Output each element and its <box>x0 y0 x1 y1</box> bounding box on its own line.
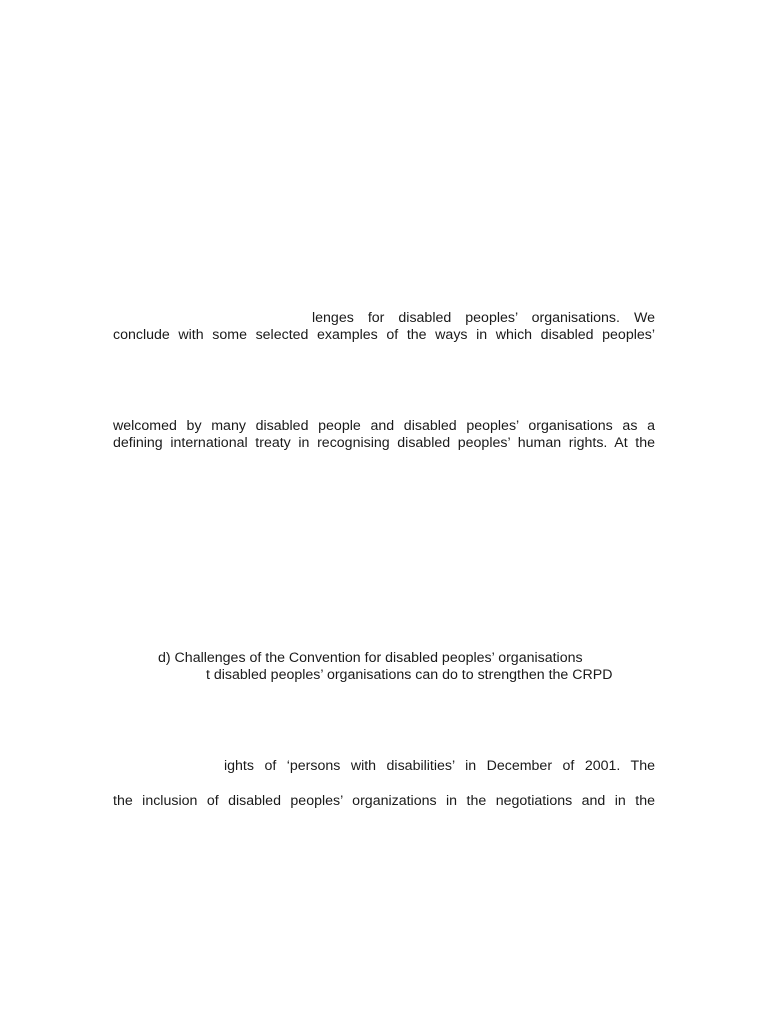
outline-item-e: t disabled peoples’ organisations can do to strengthen the CRPD <box>206 667 613 683</box>
text-line-5: ights of ‘persons with disabilities’ in December of 2001. The <box>224 758 655 774</box>
text-line-6: the inclusion of disabled peoples’ organizations in the negotiations and in the <box>113 793 655 809</box>
text-line-4: defining international treaty in recognising disabled peoples’ human rights. At the <box>113 435 655 451</box>
outline-item-d: d) Challenges of the Convention for disabled peoples’ organisations <box>158 650 583 666</box>
text-line-2: conclude with some selected examples of the ways in which disabled peoples’ <box>113 327 655 343</box>
text-line-3: welcomed by many disabled people and disabled peoples’ organisations as a <box>113 418 655 434</box>
text-line-1: lenges for disabled peoples’ organisations. We <box>312 310 655 326</box>
